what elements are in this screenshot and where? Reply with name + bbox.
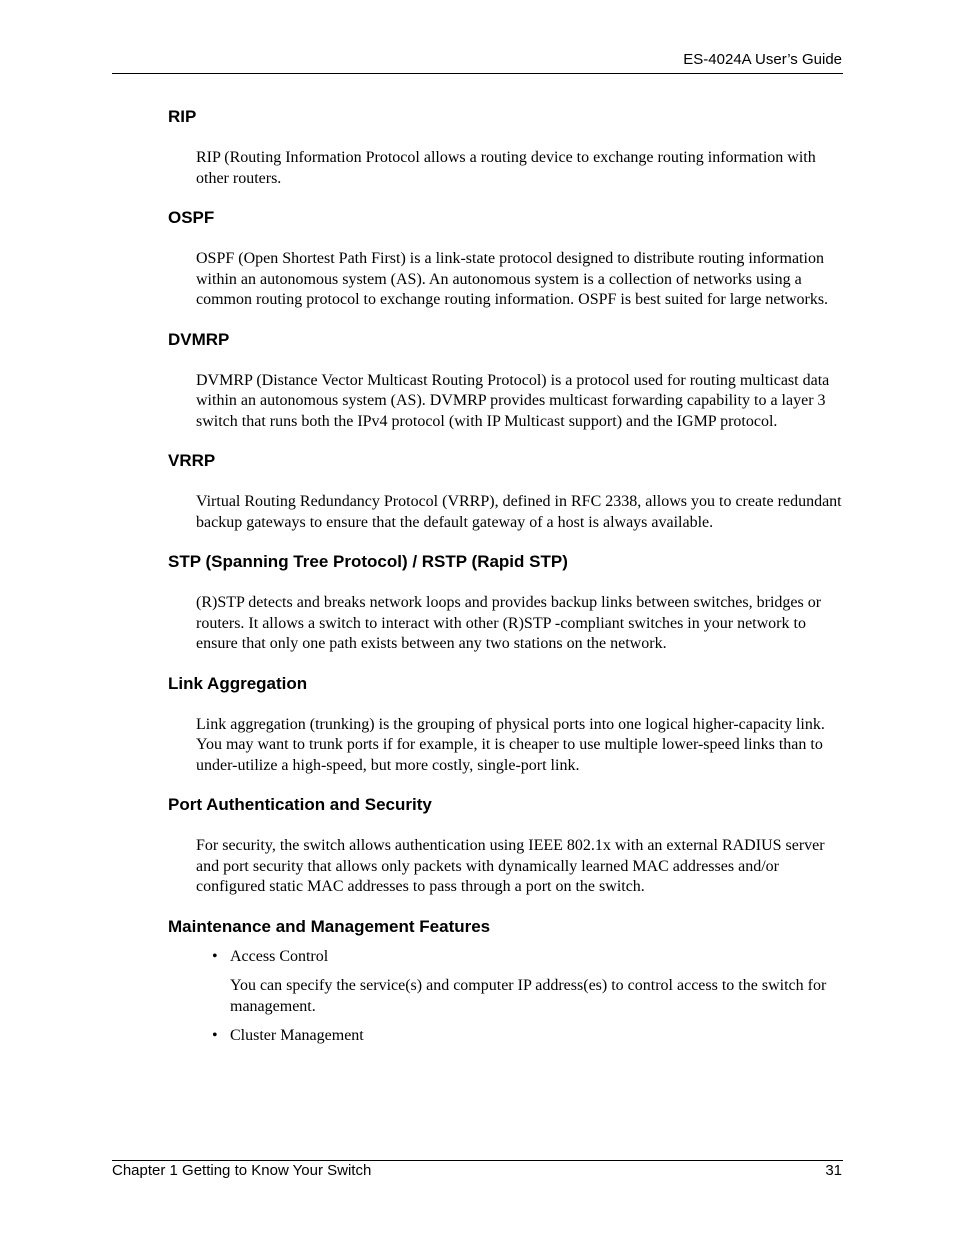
- section-body: For security, the switch allows authentication using IEEE 802.1x with an external RADIUS server and port security that allows only packets with dynamically learned MAC addresses and/or configured static MAC addresses to pass through a port on the switch.: [196, 837, 825, 895]
- section-ospf: [168, 207, 843, 311]
- section-body: (R)STP detects and breaks network loops and provides backup links between switches, bridges or routers. It allows a switch to interact with other (R)STP -compliant switches in your network to ensure that only one path exists between any two stations on the network.: [196, 594, 822, 652]
- section-stp: [168, 551, 843, 655]
- guide-title: ES-4024A User’s Guide: [683, 51, 842, 68]
- section-heading: STP (Spanning Tree Protocol) / RSTP (Rapid STP): [168, 552, 568, 571]
- list-item-label: Cluster Management: [230, 1027, 364, 1044]
- section-heading: DVMRP: [168, 329, 230, 349]
- page-number: 31: [825, 1162, 842, 1179]
- bullet-icon: •: [212, 947, 218, 965]
- section-body: OSPF (Open Shortest Path First) is a link-state protocol designed to distribute routing information within an autonomous system (AS). An autonomous system is a collection of networks using a common routing protocol to exchange routing information. OSPF is best suited for large networks.: [196, 250, 829, 308]
- chapter-title: Chapter 1 Getting to Know Your Switch: [112, 1162, 372, 1179]
- section-rip: [168, 106, 843, 189]
- section-heading: OSPF: [168, 208, 215, 227]
- section-dvmrp: [168, 329, 843, 433]
- feature-list: [212, 947, 843, 1047]
- section-maintenance: [168, 916, 843, 1047]
- header-divider: [112, 73, 843, 74]
- section-link-aggregation: [168, 673, 843, 777]
- section-heading: Link Aggregation: [168, 673, 308, 693]
- section-port-authentication: [168, 794, 843, 898]
- list-item: [212, 947, 843, 1018]
- main-content: [168, 106, 843, 1065]
- section-heading: Maintenance and Management Features: [168, 916, 491, 936]
- bullet-icon: •: [212, 1027, 218, 1044]
- section-body: DVMRP (Distance Vector Multicast Routing Protocol) is a protocol used for routing multicast data within an autonomous system (AS). DVMRP provides multicast forwarding capability to a layer 3 switch that runs both the IPv4 protocol (with IP Multicast support) and the IGMP protocol.: [196, 371, 830, 430]
- section-heading: Port Authentication and Security: [168, 795, 432, 814]
- section-heading: VRRP: [168, 451, 216, 470]
- footer-divider: [112, 1160, 843, 1161]
- list-item: [212, 1026, 843, 1047]
- section-body: RIP (Routing Information Protocol allows a routing device to exchange routing information with other routers.: [196, 149, 816, 187]
- section-body: Link aggregation (trunking) is the grouping of physical ports into one logical higher-capacity link. You may want to trunk ports if for example, it is cheaper to use multiple lower-speed links than to under-utilize a high-speed, but more costly, single-port link.: [196, 715, 825, 774]
- list-item-label: Access Control: [230, 947, 329, 965]
- list-item-description: You can specify the service(s) and computer IP address(es) to control access to the switch for management.: [230, 977, 827, 1015]
- section-vrrp: [168, 450, 843, 533]
- section-body: Virtual Routing Redundancy Protocol (VRRP), defined in RFC 2338, allows you to create redundant backup gateways to ensure that the default gateway of a host is always available.: [196, 493, 842, 531]
- section-heading: RIP: [168, 107, 197, 126]
